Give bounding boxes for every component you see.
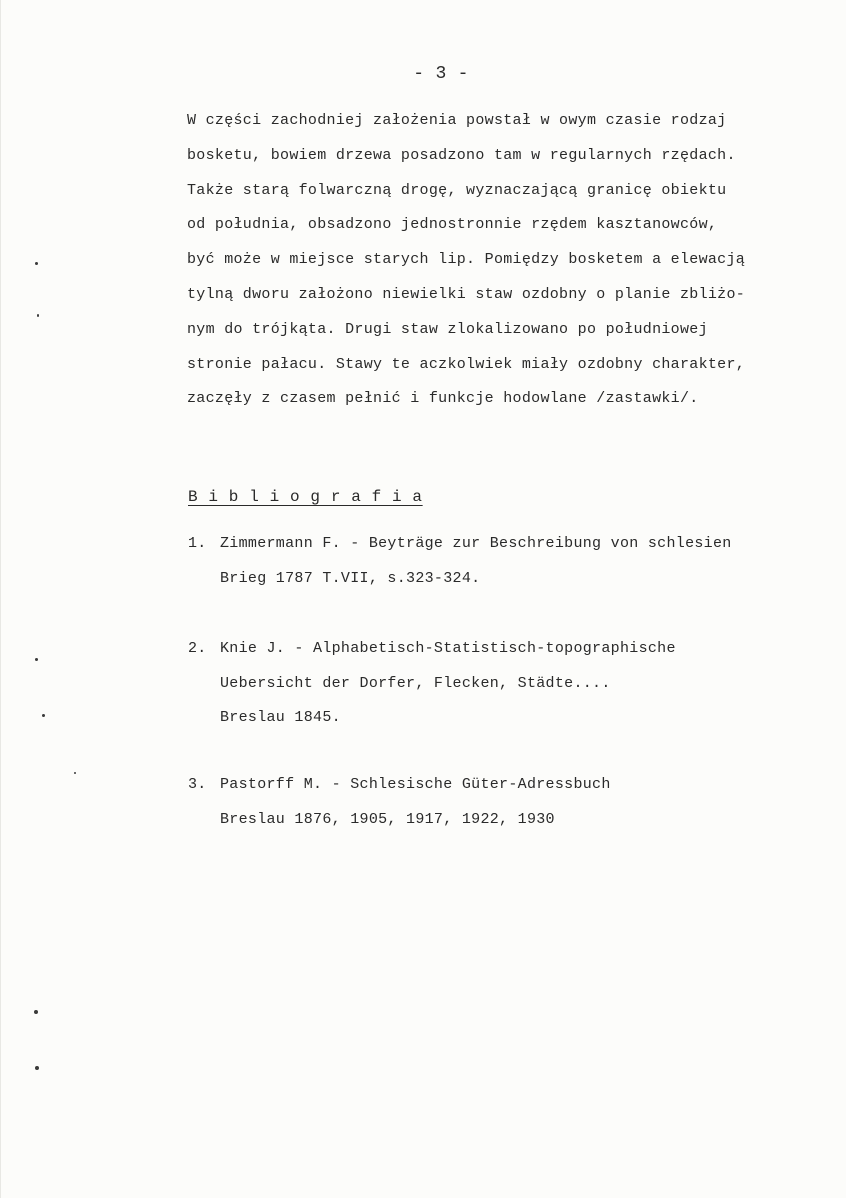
paragraph-line: stronie pałacu. Stawy te aczkolwiek miały ozdobny charakter, [187, 355, 746, 373]
entry-text: Knie J. - Alphabetisch-Statistisch-topographische [220, 640, 676, 657]
bibliography-entry [188, 768, 818, 837]
entry-text: Zimmermann F. - Beyträge zur Beschreibung von schlesien [220, 535, 732, 552]
page-number: - 3 - [413, 64, 469, 84]
entry-number: 1. [188, 535, 207, 552]
entry-first-row [188, 632, 818, 667]
paragraph-line: zaczęły z czasem pełnić i funkcje hodowlane /zastawki/. [187, 390, 699, 408]
entry-continuation: Breslau 1876, 1905, 1917, 1922, 1930 [220, 810, 555, 828]
entry-number: 2. [188, 640, 207, 657]
margin-mark [35, 658, 38, 661]
paragraph-line: bosketu, bowiem drzewa posadzono tam w regularnych rzędach. [187, 146, 736, 164]
entry-continuation: Brieg 1787 T.VII, s.323-324. [220, 569, 481, 587]
entry-number: 3. [188, 776, 207, 793]
paragraph-line: Także starą folwarczną drogę, wyznaczającą granicę obiektu [187, 181, 727, 199]
entry-first-row [188, 527, 818, 562]
entry-continuation: Breslau 1845. [220, 709, 341, 726]
bibliography-entry [188, 632, 818, 736]
margin-mark [34, 1010, 38, 1014]
paragraph-line: W części zachodniej założenia powstał w owym czasie rodzaj [187, 112, 727, 129]
body-paragraph [187, 104, 827, 417]
entry-continuation: Uebersicht der Dorfer, Flecken, Städte.... [220, 674, 611, 692]
paragraph-line: od południa, obsadzono jednostronnie rzędem kasztanowców, [187, 216, 718, 234]
paragraph-line: nym do trójkąta. Drugi staw zlokalizowano po południowej [187, 320, 708, 338]
bibliography-heading: B i b l i o g r a f i a [188, 488, 423, 506]
margin-mark [42, 714, 45, 717]
paragraph-line: tylną dworu założono niewielki staw ozdobny o planie zbliżo- [187, 285, 746, 303]
margin-mark [35, 262, 38, 265]
bibliography-entry [188, 527, 818, 596]
entry-first-row [188, 768, 818, 803]
paragraph-line: być może w miejsce starych lip. Pomiędzy bosketem a elewacją [187, 251, 746, 269]
entry-text: Pastorff M. - Schlesische Güter-Adressbuch [220, 776, 611, 793]
margin-mark [74, 772, 76, 774]
margin-mark [35, 1066, 39, 1070]
margin-mark [37, 314, 39, 317]
